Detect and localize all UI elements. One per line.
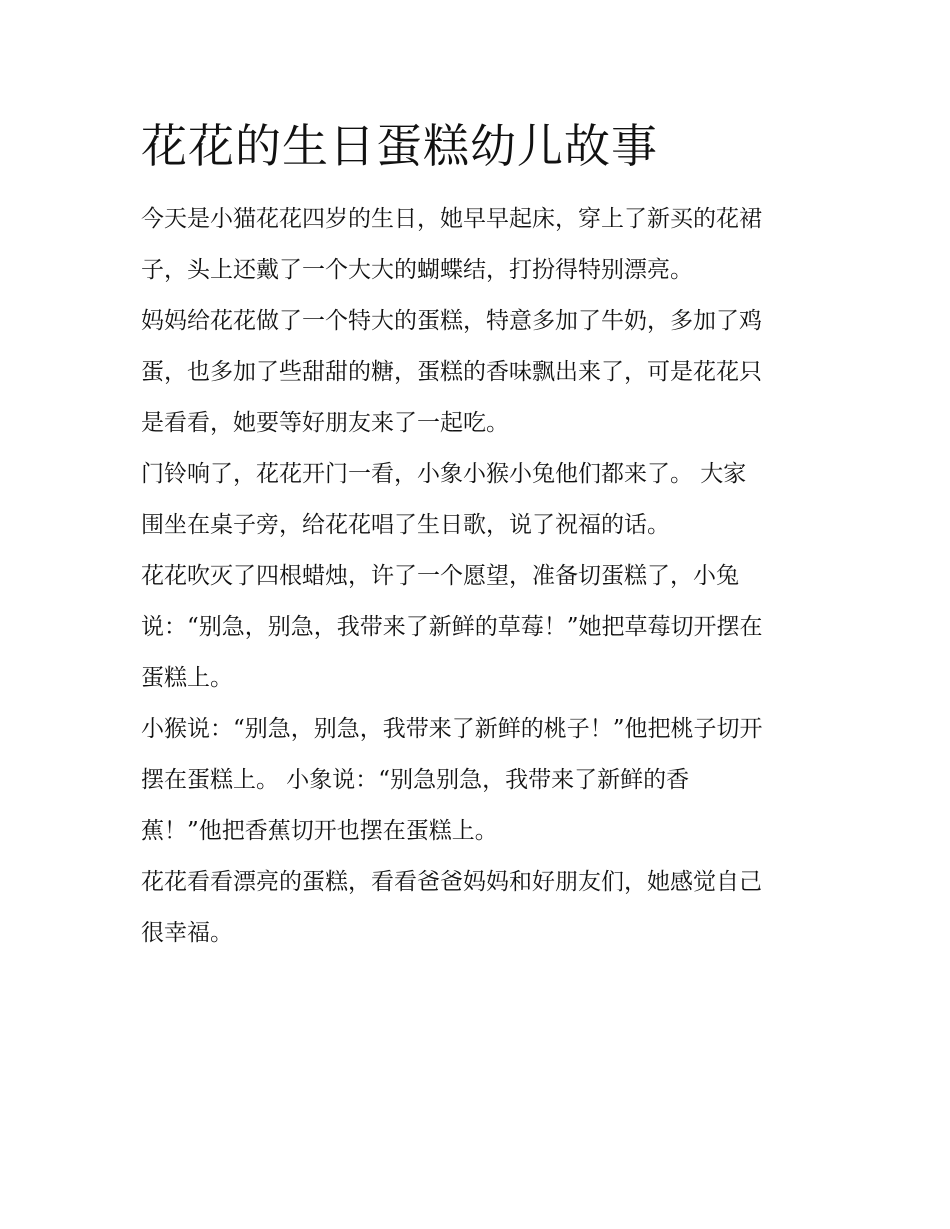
paragraph-line: 门铃响了，花花开门一看，小象小猴小兔他们都来了。 大家 [141, 461, 747, 487]
paragraph [141, 449, 813, 551]
paragraph [141, 296, 813, 449]
paragraph [141, 551, 813, 704]
document-title: 花花的生日蛋糕幼儿故事 [141, 119, 658, 173]
paragraph-line: 花花吹灭了四根蜡烛，许了一个愿望，准备切蛋糕了，小兔 [141, 563, 739, 589]
paragraph-line: 说：“别急，别急，我带来了新鲜的草莓！”她把草莓切开摆在 [141, 614, 763, 640]
paragraph-line: 蛋糕上。 [141, 665, 233, 691]
paragraph-line: 小猴说：“别急，别急，我带来了新鲜的桃子！”他把桃子切开 [141, 716, 763, 742]
paragraph-line: 围坐在桌子旁，给花花唱了生日歌，说了祝福的话。 [141, 512, 670, 538]
paragraph-line: 摆在蛋糕上。 小象说：“别急别急，我带来了新鲜的香 [141, 767, 690, 793]
paragraph-line: 花花看看漂亮的蛋糕，看看爸爸妈妈和好朋友们，她感觉自己 [141, 869, 762, 895]
paragraph-line: 妈妈给花花做了一个特大的蛋糕，特意多加了牛奶，多加了鸡 [141, 308, 762, 334]
paragraph-line: 蕉！”他把香蕉切开也摆在蛋糕上。 [141, 818, 498, 844]
paragraph-line: 是看看，她要等好朋友来了一起吃。 [141, 410, 509, 436]
paragraph-line: 今天是小猫花花四岁的生日，她早早起床，穿上了新买的花裙 [141, 206, 762, 232]
paragraph [141, 194, 813, 296]
paragraph-line: 子，头上还戴了一个大大的蝴蝶结，打扮得特别漂亮。 [141, 257, 693, 283]
paragraph [141, 704, 813, 857]
paragraph-line: 蛋，也多加了些甜甜的糖，蛋糕的香味飘出来了，可是花花只 [141, 359, 762, 385]
paragraph [141, 857, 813, 959]
document-body [141, 112, 813, 959]
paragraph-line: 很幸福。 [141, 920, 233, 946]
